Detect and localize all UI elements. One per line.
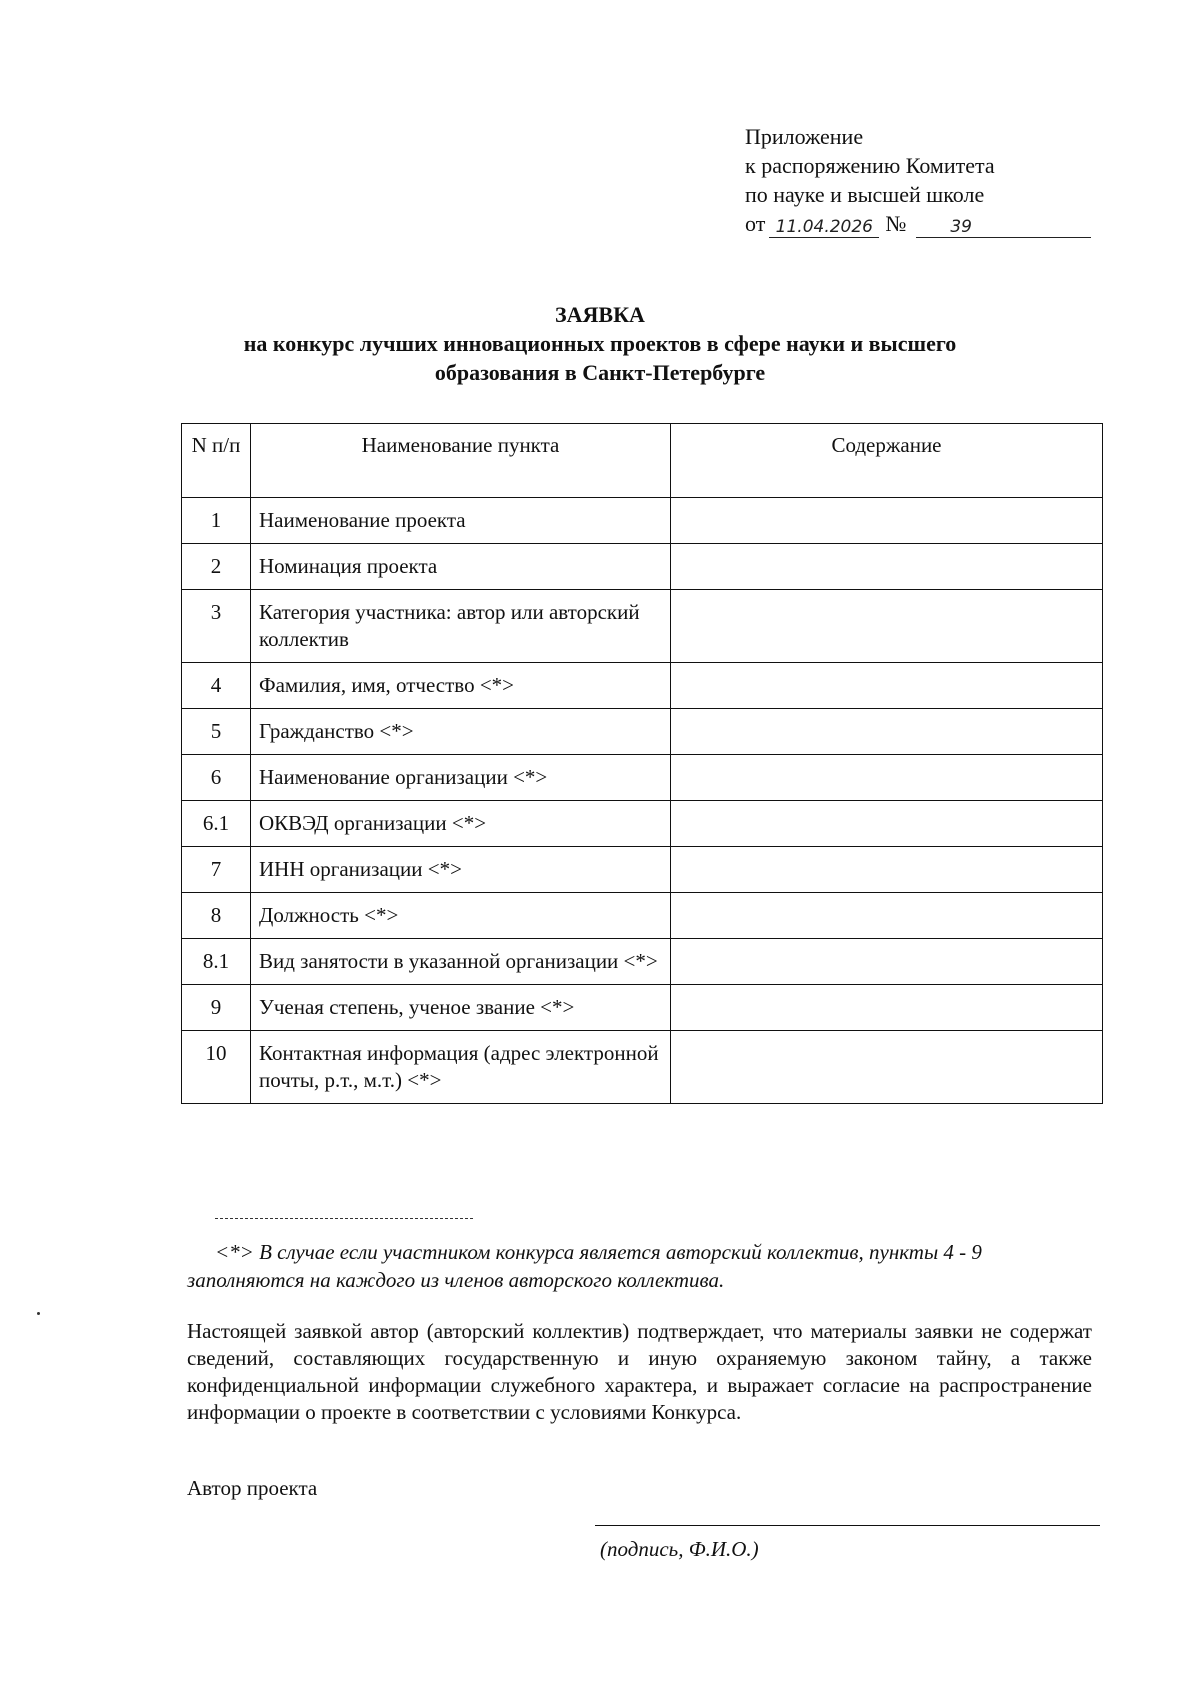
signature-caption: (подпись, Ф.И.О.) [600, 1537, 759, 1561]
document-title [0, 300, 1200, 387]
row-number: 1 [182, 498, 251, 544]
row-number: 2 [182, 544, 251, 590]
row-content-cell[interactable] [671, 663, 1103, 709]
appendix-line-1: Приложение [745, 124, 864, 149]
table-row [182, 498, 1103, 544]
row-item-name: Должность <*> [251, 893, 671, 939]
table-row [182, 590, 1103, 663]
header-number: N п/п [182, 424, 251, 498]
table-row [182, 847, 1103, 893]
title-heading: ЗАЯВКА [555, 302, 645, 327]
appendix-block [745, 122, 1091, 238]
table-row [182, 663, 1103, 709]
appendix-reference-line [745, 209, 1091, 238]
row-content-cell[interactable] [671, 755, 1103, 801]
table-row [182, 939, 1103, 985]
row-content-cell[interactable] [671, 847, 1103, 893]
table-row [182, 709, 1103, 755]
row-content-cell[interactable] [671, 590, 1103, 663]
author-label: Автор проекта [187, 1476, 318, 1500]
row-number: 10 [182, 1031, 251, 1104]
table-row [182, 985, 1103, 1031]
row-item-name: Фамилия, имя, отчество <*> [251, 663, 671, 709]
row-content-cell[interactable] [671, 939, 1103, 985]
row-item-name: Категория участника: автор или авторский коллектив [251, 590, 671, 663]
scan-speck [37, 1312, 40, 1315]
number-label: № [885, 211, 907, 236]
row-item-name: Наименование организации <*> [251, 755, 671, 801]
row-number: 8 [182, 893, 251, 939]
table-row [182, 893, 1103, 939]
row-item-name: Наименование проекта [251, 498, 671, 544]
row-item-name: Ученая степень, ученое звание <*> [251, 985, 671, 1031]
row-number: 6.1 [182, 801, 251, 847]
row-content-cell[interactable] [671, 498, 1103, 544]
signature-line [595, 1525, 1100, 1526]
appendix-line-2: к распоряжению Комитета [745, 153, 995, 178]
row-content-cell[interactable] [671, 985, 1103, 1031]
row-item-name: Вид занятости в указанной организации <*> [251, 939, 671, 985]
table-header-row [182, 424, 1103, 498]
row-content-cell[interactable] [671, 801, 1103, 847]
row-item-name: Номинация проекта [251, 544, 671, 590]
table-body [182, 498, 1103, 1104]
row-content-cell[interactable] [671, 893, 1103, 939]
row-number: 8.1 [182, 939, 251, 985]
title-subtitle: на конкурс лучших инновационных проектов в сфере науки и высшего образования в Санкт-Петербурге [243, 331, 957, 385]
row-content-cell[interactable] [671, 1031, 1103, 1104]
appendix-line-3: по науке и высшей школе [745, 182, 985, 207]
handwritten-number: 39 [916, 217, 1091, 238]
from-label: от [745, 211, 766, 236]
header-item-name: Наименование пункта [251, 424, 671, 498]
footnote-divider [215, 1218, 473, 1219]
row-content-cell[interactable] [671, 544, 1103, 590]
table-row [182, 544, 1103, 590]
row-number: 6 [182, 755, 251, 801]
row-number: 7 [182, 847, 251, 893]
row-item-name: Контактная информация (адрес электронной почты, р.т., м.т.) <*> [251, 1031, 671, 1104]
footnote-text: <*> В случае если участником конкурса является авторский коллектив, пункты 4 - 9 заполняются на каждого из членов авторского коллектива. [187, 1240, 982, 1292]
consent-statement: Настоящей заявкой автор (авторский коллектив) подтверждает, что материалы заявки не содержат сведений, составляющих государственную и иную охраняемую законом тайну, а также конфиденциальной информации служебного характера, и выражает согласие на распространение информации о проекте в соответствии с условиями Конкурса. [187, 1319, 1092, 1424]
header-content: Содержание [671, 424, 1103, 498]
handwritten-date: 11.04.2026 [769, 217, 879, 238]
row-number: 9 [182, 985, 251, 1031]
table-row [182, 1031, 1103, 1104]
row-content-cell[interactable] [671, 709, 1103, 755]
table-row [182, 755, 1103, 801]
table-row [182, 801, 1103, 847]
row-number: 5 [182, 709, 251, 755]
row-number: 4 [182, 663, 251, 709]
row-item-name: ОКВЭД организации <*> [251, 801, 671, 847]
row-number: 3 [182, 590, 251, 663]
application-form-table [181, 423, 1103, 1104]
row-item-name: Гражданство <*> [251, 709, 671, 755]
row-item-name: ИНН организации <*> [251, 847, 671, 893]
